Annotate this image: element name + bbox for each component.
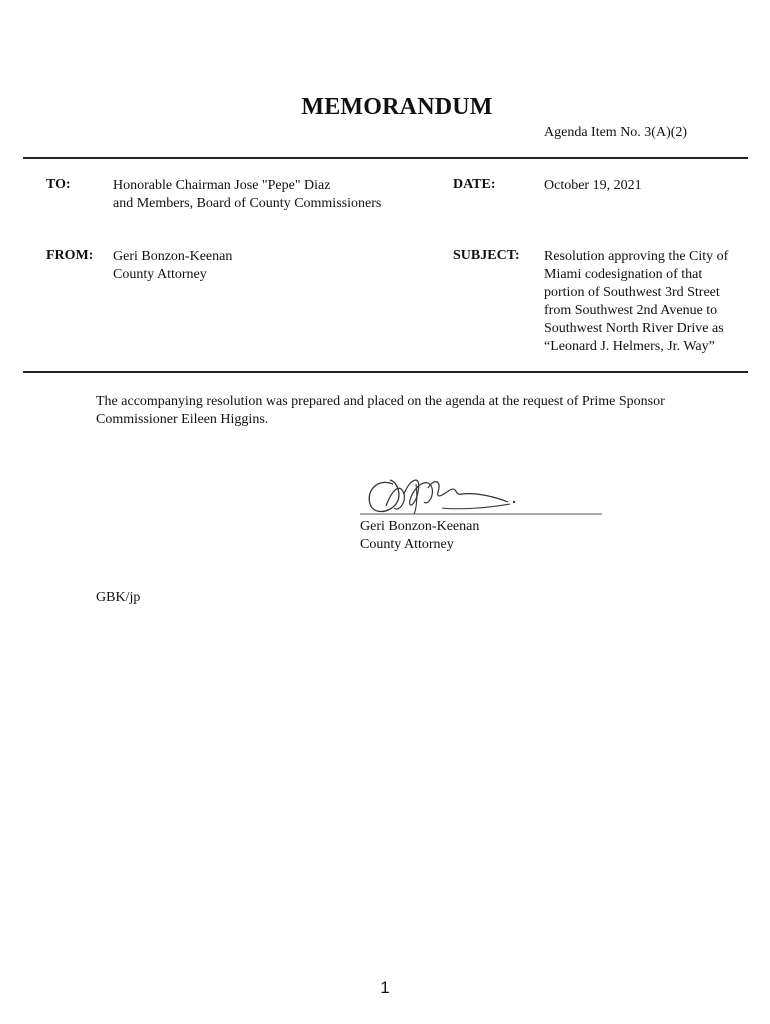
body-line: Commissioner Eileen Higgins. [96, 412, 269, 427]
signer-title: County Attorney [360, 537, 454, 552]
from-sender [113, 248, 232, 284]
memo-title: MEMORANDUM [301, 94, 493, 120]
signature-block [360, 518, 479, 554]
date-label: DATE: [453, 177, 496, 192]
subject-line: “Leonard J. Helmers, Jr. Way” [544, 339, 715, 354]
subject-line: Southwest North River Drive as [544, 321, 724, 336]
subject-text [544, 248, 728, 356]
from-label: FROM: [46, 248, 94, 263]
body-line: The accompanying resolution was prepared and placed on the agenda at the request of Prime Sponsor [96, 394, 665, 409]
subject-line: Miami codesignation of that [544, 267, 703, 282]
to-line: and Members, Board of County Commissioners [113, 196, 382, 211]
subject-line: Resolution approving the City of [544, 249, 729, 264]
subject-line: portion of Southwest 3rd Street [544, 285, 720, 300]
signer-name: Geri Bonzon-Keenan [360, 519, 480, 534]
subject-label: SUBJECT: [453, 248, 520, 263]
subject-line: from Southwest 2nd Avenue to [544, 303, 718, 318]
memo-body [96, 393, 736, 429]
date-value: October 19, 2021 [544, 178, 642, 193]
header-divider [23, 157, 748, 159]
to-label: TO: [46, 177, 71, 192]
handwritten-signature [358, 464, 608, 524]
agenda-item-number: Agenda Item No. 3(A)(2) [544, 125, 688, 140]
page-number: 1 [380, 978, 390, 997]
to-line: Honorable Chairman Jose "Pepe" Diaz [113, 178, 331, 193]
from-line: Geri Bonzon-Keenan [113, 249, 233, 264]
fields-divider [23, 371, 748, 373]
from-line: County Attorney [113, 267, 207, 282]
typist-initials: GBK/jp [96, 590, 141, 605]
to-recipients [113, 177, 381, 213]
